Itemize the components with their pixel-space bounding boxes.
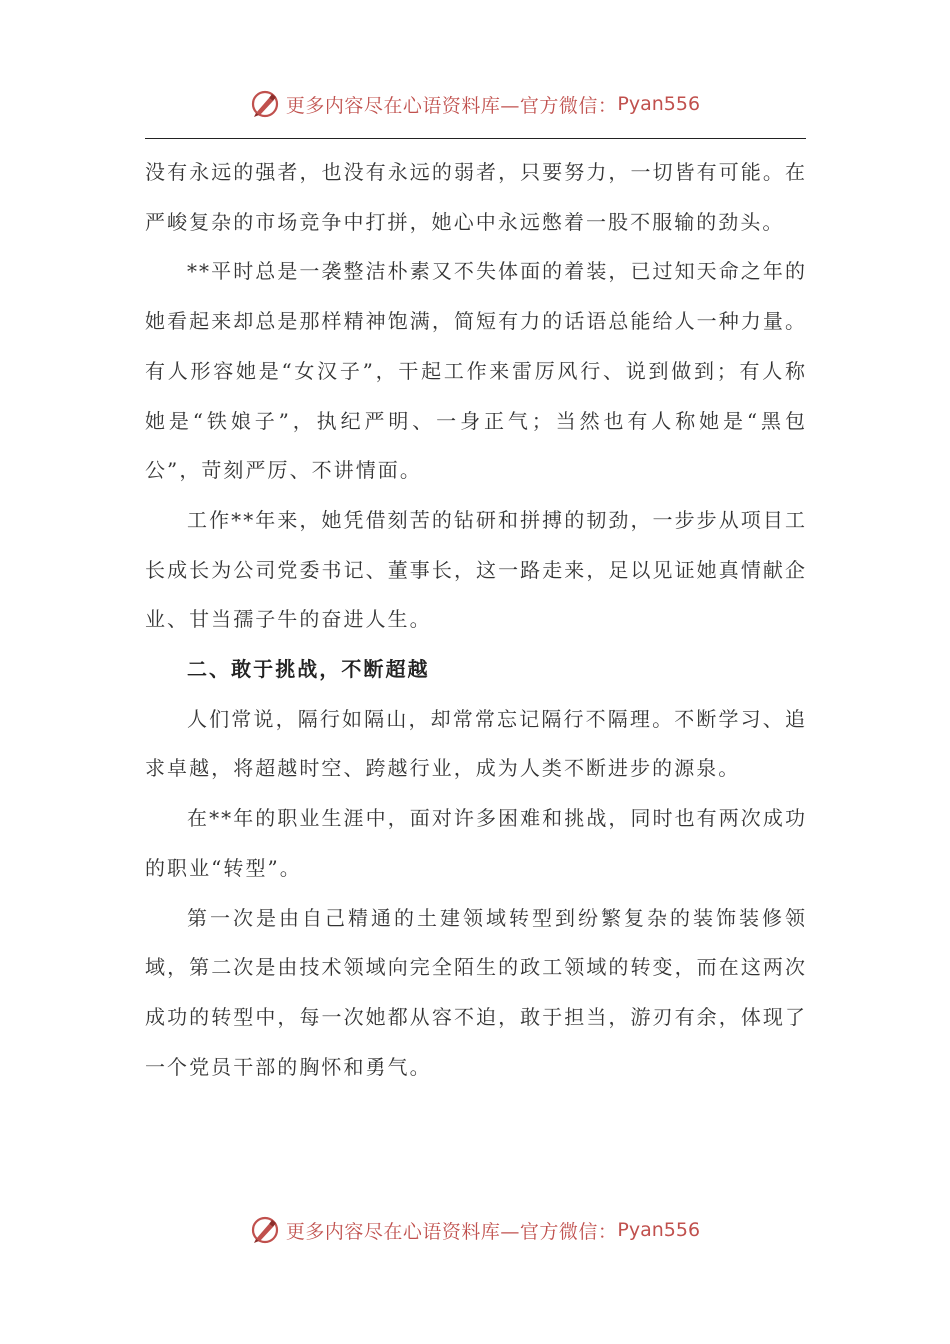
page-footer [145,1210,805,1250]
paragraph: 没有永远的强者，也没有永远的弱者，只要努力，一切皆有可能。在严峻复杂的市场竞争中打拼，她心中永远憋着一股不服输的劲头。 [145,160,807,234]
paragraph: 人们常说，隔行如隔山，却常常忘记隔行不隔理。不断学习、追求卓越，将超越时空、跨越行业，成为人类不断进步的源泉。 [145,706,807,781]
header-divider [145,138,806,139]
pen-logo-icon [250,89,280,119]
footer-watermark-text: 更多内容尽在心语资料库—官方微信： [285,1220,618,1243]
header-watermark-text: 更多内容尽在心语资料库—官方微信： [285,94,618,117]
page-header [145,84,805,124]
footer-wechat-id: Pyan556 [617,1219,701,1241]
section-heading: 二、敢于挑战，不断超越 [187,657,430,682]
paragraph: **平时总是一袭整洁朴素又不失体面的着装，已过知天命之年的她看起来却总是那样精神饱满，简短有力的话语总能给人一种力量。有人形容她是“女汉子”，干起工作来雷厉风行、说到做到；有人称她是“铁娘子”，执纪严明、一身正气；当然也有人称她是“黑包公”，苛刻严厉、不讲情面。 [145,259,807,483]
paragraph: 在**年的职业生涯中，面对许多困难和挑战，同时也有两次成功的职业“转型”。 [145,806,807,880]
paragraph: 工作**年来，她凭借刻苦的钻研和拼搏的韧劲，一步步从项目工长成长为公司党委书记、董事长，这一路走来，足以见证她真情献企业、甘当孺子牛的奋进人生。 [145,507,807,632]
pen-logo-icon [250,1215,280,1245]
paragraph: 第一次是由自己精通的土建领域转型到纷繁复杂的装饰装修领域，第二次是由技术领域向完全陌生的政工领域的转变，而在这两次成功的转型中，每一次她都从容不迫，敢于担当，游刃有余，体现了一个党员干部的胸怀和勇气。 [145,905,807,1079]
header-wechat-id: Pyan556 [617,93,701,115]
document-body [145,148,807,1092]
